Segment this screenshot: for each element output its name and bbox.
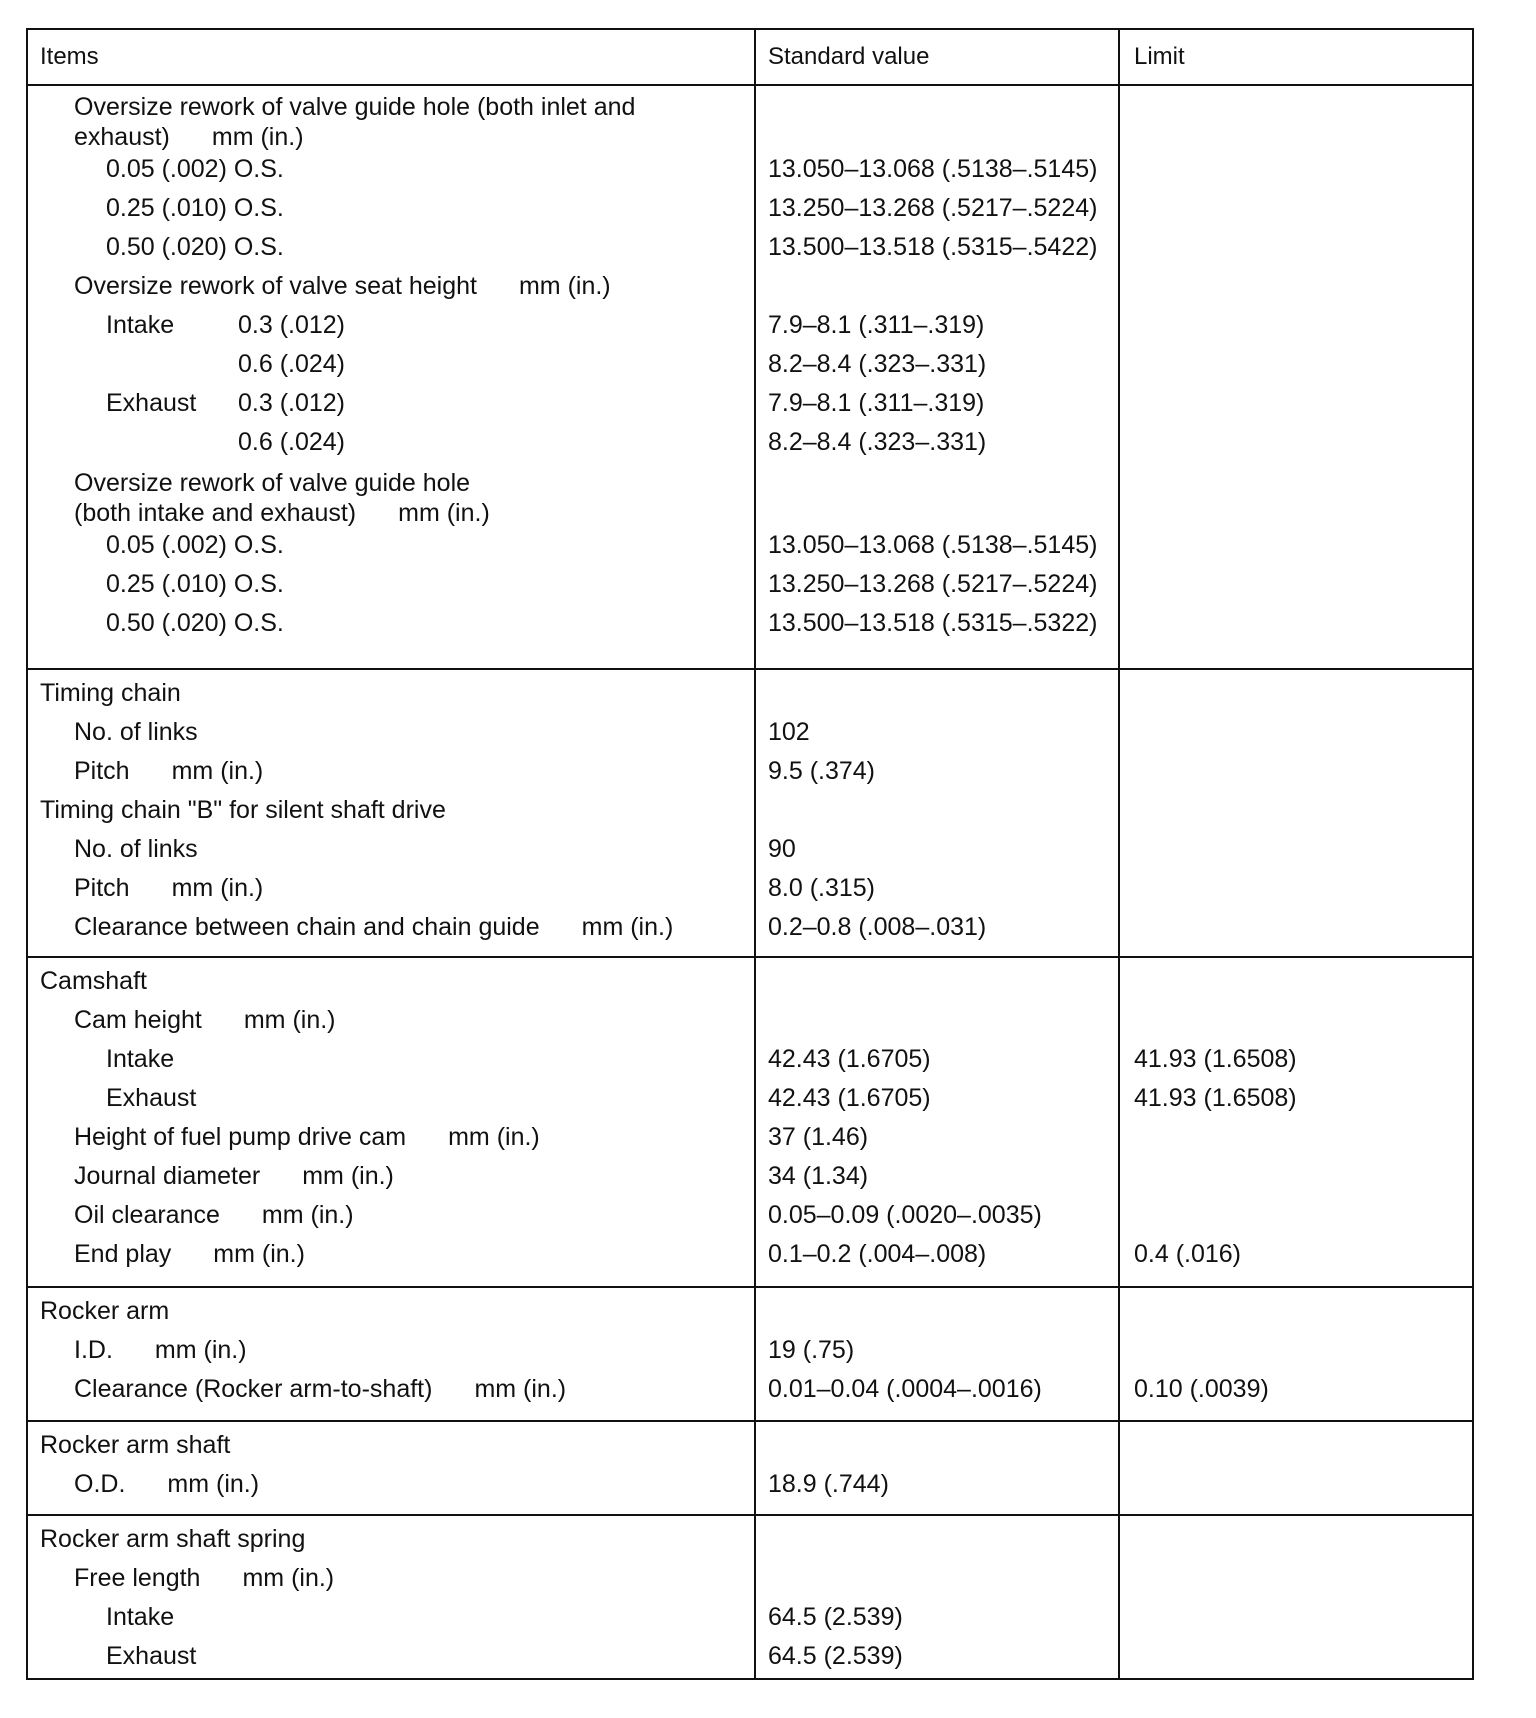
table-row [28,228,1472,267]
table-row [28,306,1472,345]
unit-label: mm (in.) [167,1470,260,1498]
table-row [28,869,1472,908]
table-row [28,1637,1472,1676]
table-row [28,1157,1472,1196]
item-label: 0.25 (.010) O.S. [106,570,284,598]
chain-b-title-row [28,791,1472,830]
item-label: 0.25 (.010) O.S. [106,194,284,222]
standard-value: 7.9–8.1 (.311–.319) [768,389,985,417]
table-row [28,1196,1472,1235]
standard-value: 13.500–13.518 (.5315–.5322) [768,609,1098,637]
item-label: Clearance between chain and chain guide [74,913,540,941]
valve-guide-2-title: Oversize rework of valve guide hole [74,469,471,497]
standard-value: 7.9–8.1 (.311–.319) [768,311,985,339]
intake-label: Intake [106,311,175,339]
table-row [28,345,1472,384]
unit-label: mm (in.) [448,1123,540,1151]
section-title: Timing chain [40,679,181,707]
item-label: Height of fuel pump drive cam [74,1123,407,1151]
standard-value: 13.250–13.268 (.5217–.5224) [768,570,1098,598]
standard-value: 13.050–13.068 (.5138–.5145) [768,531,1098,559]
section-rocker-arm [28,1286,1472,1420]
unit-label: mm (in.) [518,272,611,300]
unit-label: mm (in.) [211,123,304,151]
standard-value: 102 [768,718,810,746]
standard-value: 8.2–8.4 (.323–.331) [768,350,987,378]
standard-value: 42.43 (1.6705) [768,1045,931,1073]
item-label: 0.50 (.020) O.S. [106,233,284,261]
header-items: Items [40,43,99,70]
unit-label: mm (in.) [171,757,264,785]
valve-guide-title: Oversize rework of valve guide hole (both inlet and [74,93,636,121]
standard-value: 0.05–0.09 (.0020–.0035) [768,1201,1042,1229]
table-row [28,830,1472,869]
item-label: End play [74,1240,172,1268]
table-row [28,1235,1472,1274]
table-row [28,1001,1472,1040]
valve-guide-2-title-2: (both intake and exhaust) [74,499,357,527]
limit-value: 41.93 (1.6508) [1134,1084,1297,1112]
table-row [28,565,1472,604]
item-label: Intake [106,1603,175,1631]
spec-table [26,28,1474,1680]
valve-seat-title: Oversize rework of valve seat height [74,272,477,300]
section-rocker-arm-shaft-spring [28,1514,1472,1680]
item-label: 0.05 (.002) O.S. [106,531,284,559]
unit-label: mm (in.) [302,1162,394,1190]
exhaust-label: Exhaust [106,389,197,417]
item-label: Free length [74,1564,201,1592]
unit-label: mm (in.) [213,1240,305,1268]
unit-label: mm (in.) [261,1201,354,1229]
standard-value: 8.2–8.4 (.323–.331) [768,428,987,456]
valve-seat-title-row [28,267,1472,306]
item-label: 0.50 (.020) O.S. [106,609,284,637]
table-row [28,1559,1472,1598]
item-label: Intake [106,1045,175,1073]
table-row [28,384,1472,423]
item-label: Cam height [74,1006,202,1034]
section-valve-rework [28,86,1472,696]
table-row [28,604,1472,643]
table-row [28,752,1472,791]
table-row [28,908,1472,947]
section-rocker-arm-shaft [28,1420,1472,1514]
item-label: Clearance (Rocker arm-to-shaft) [74,1375,433,1403]
table-row [28,1079,1472,1118]
header-limit: Limit [1134,43,1185,70]
unit-label: mm (in.) [154,1336,247,1364]
unit-label: mm (in.) [243,1006,336,1034]
section-title: Rocker arm shaft [40,1431,231,1459]
size-label: 0.3 (.012) [238,311,346,339]
unit-label: mm (in.) [581,913,674,941]
section-subtitle: Timing chain "B" for silent shaft drive [40,796,446,824]
item-label: No. of links [74,835,198,863]
item-label: Journal diameter [74,1162,261,1190]
table-row [28,1370,1472,1409]
unit-label: mm (in.) [398,499,490,527]
item-label: Oil clearance [74,1201,220,1229]
table-row [28,1040,1472,1079]
size-label: 0.6 (.024) [238,350,346,378]
valve-guide-2-title-row [28,462,1472,526]
table-row [28,1598,1472,1637]
limit-value: 41.93 (1.6508) [1134,1045,1297,1073]
section-title: Camshaft [40,967,147,995]
standard-value: 13.500–13.518 (.5315–.5422) [768,233,1098,261]
size-label: 0.3 (.012) [238,389,346,417]
standard-value: 34 (1.34) [768,1162,869,1190]
valve-guide-title-row [28,86,1472,150]
limit-value: 0.10 (.0039) [1134,1375,1269,1403]
camshaft-title-row [28,962,1472,1001]
item-label: I.D. [74,1336,113,1364]
standard-value: 42.43 (1.6705) [768,1084,931,1112]
unit-label: mm (in.) [474,1375,567,1403]
standard-value: 0.01–0.04 (.0004–.0016) [768,1375,1042,1403]
item-label: 0.05 (.002) O.S. [106,155,284,183]
standard-value: 0.1–0.2 (.004–.008) [768,1240,987,1268]
section-timing-chain [28,668,1472,958]
valve-guide-title-2: exhaust) [74,123,170,151]
table-row [28,189,1472,228]
standard-value: 13.250–13.268 (.5217–.5224) [768,194,1098,222]
table-row [28,526,1472,565]
section-camshaft [28,956,1472,1286]
item-label: Pitch [74,874,130,902]
rocker-arm-title-row [28,1292,1472,1331]
standard-value: 0.2–0.8 (.008–.031) [768,913,987,941]
timing-title-row [28,674,1472,713]
standard-value: 90 [768,835,796,863]
item-label: No. of links [74,718,198,746]
item-label: Exhaust [106,1642,197,1670]
header-standard-value: Standard value [768,43,930,70]
rocker-shaft-title-row [28,1426,1472,1465]
table-row [28,1331,1472,1370]
standard-value: 64.5 (2.539) [768,1642,903,1670]
standard-value: 19 (.75) [768,1336,855,1364]
standard-value: 18.9 (.744) [768,1470,889,1498]
standard-value: 8.0 (.315) [768,874,876,902]
rocker-spring-title-row [28,1520,1472,1559]
item-label: Pitch [74,757,130,785]
standard-value: 13.050–13.068 (.5138–.5145) [768,155,1098,183]
standard-value: 64.5 (2.539) [768,1603,903,1631]
table-row [28,150,1472,189]
table-row [28,1465,1472,1504]
section-title: Rocker arm shaft spring [40,1525,306,1553]
item-label: Exhaust [106,1084,197,1112]
unit-label: mm (in.) [171,874,264,902]
item-label: O.D. [74,1470,126,1498]
table-row [28,423,1472,462]
standard-value: 37 (1.46) [768,1123,869,1151]
table-row [28,1118,1472,1157]
limit-value: 0.4 (.016) [1134,1240,1242,1268]
standard-value: 9.5 (.374) [768,757,876,785]
table-row [28,713,1472,752]
section-title: Rocker arm [40,1297,170,1325]
unit-label: mm (in.) [242,1564,335,1592]
size-label: 0.6 (.024) [238,428,346,456]
